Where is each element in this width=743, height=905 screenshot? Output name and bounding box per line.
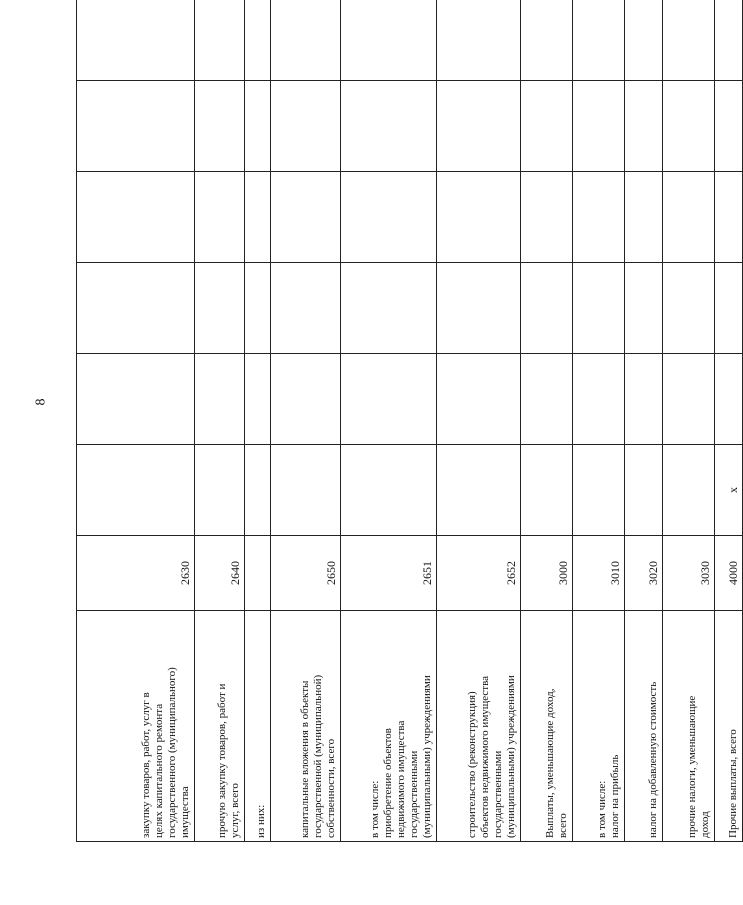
row-code-cell	[245, 536, 271, 611]
value-cell: x	[715, 445, 743, 536]
value-cell	[663, 263, 715, 354]
value-cell	[195, 172, 245, 263]
value-cell	[271, 263, 341, 354]
rotated-table-wrapper	[76, 46, 743, 842]
value-cell	[437, 263, 521, 354]
table-body	[77, 0, 743, 842]
value-cell	[195, 0, 245, 81]
row-code-cell: 2650	[271, 536, 341, 611]
row-name-cell	[341, 611, 437, 842]
row-name-cell	[625, 611, 663, 842]
value-cell	[195, 354, 245, 445]
row-name-cell	[195, 611, 245, 842]
value-cell	[341, 263, 437, 354]
row-name-line: услуг, всего	[229, 783, 241, 838]
row-name-cell	[521, 611, 573, 842]
row-name-cell	[437, 611, 521, 842]
value-cell	[573, 172, 625, 263]
row-name-cell	[77, 611, 195, 842]
row-name-line: в том числе:	[596, 780, 608, 838]
value-cell	[521, 263, 573, 354]
row-name-cell	[271, 611, 341, 842]
table-row	[625, 0, 663, 842]
value-cell	[245, 172, 271, 263]
value-cell	[437, 172, 521, 263]
value-cell	[625, 81, 663, 172]
row-name-line: из них:	[255, 804, 267, 838]
value-cell	[437, 81, 521, 172]
value-cell	[77, 0, 195, 81]
row-code-cell: 2640	[195, 536, 245, 611]
value-cell	[715, 172, 743, 263]
row-code-cell: 2630	[77, 536, 195, 611]
table-row	[437, 0, 521, 842]
row-name-line: капитальные вложения в объекты	[299, 680, 311, 838]
row-name-line: прочую закупку товаров, работ и	[216, 683, 228, 838]
value-cell	[625, 445, 663, 536]
row-name-line: имущества	[179, 786, 191, 838]
row-name-line: в том числе:	[369, 780, 381, 838]
row-name-line: недвижимого имущества	[395, 720, 407, 838]
row-name-line: собственности, всего	[325, 738, 337, 838]
value-cell	[271, 0, 341, 81]
value-cell	[663, 445, 715, 536]
row-name-line: объектов недвижимого имущества	[479, 675, 491, 838]
value-cell	[195, 81, 245, 172]
value-cell	[437, 354, 521, 445]
row-code-cell: 3000	[521, 536, 573, 611]
row-name-line: налог на прибыль	[609, 754, 621, 838]
row-name-cell	[715, 611, 743, 842]
row-name-line: Выплаты, уменьшающие доход,	[544, 688, 556, 838]
value-cell	[663, 354, 715, 445]
value-cell	[521, 445, 573, 536]
row-name-line: доход	[699, 811, 711, 838]
value-cell	[573, 354, 625, 445]
value-cell	[437, 0, 521, 81]
row-name-line: государственного (муниципального)	[166, 667, 178, 838]
row-code-cell: 2652	[437, 536, 521, 611]
value-cell	[77, 445, 195, 536]
value-cell	[245, 0, 271, 81]
value-cell	[245, 263, 271, 354]
value-cell	[625, 172, 663, 263]
value-cell	[245, 445, 271, 536]
budget-table	[76, 0, 743, 842]
row-name-line: всего	[557, 813, 569, 838]
value-cell	[625, 354, 663, 445]
row-name-cell	[573, 611, 625, 842]
value-cell	[573, 445, 625, 536]
value-cell	[663, 0, 715, 81]
value-cell	[521, 81, 573, 172]
value-cell	[715, 263, 743, 354]
table-row	[271, 0, 341, 842]
table-row	[245, 0, 271, 842]
row-name-line: целях капитального ремонта	[153, 703, 165, 838]
table-row	[195, 0, 245, 842]
value-cell	[625, 263, 663, 354]
value-cell	[715, 0, 743, 81]
value-cell	[245, 81, 271, 172]
table-row	[663, 0, 715, 842]
value-cell	[195, 445, 245, 536]
value-cell	[573, 81, 625, 172]
value-cell	[573, 263, 625, 354]
value-cell	[341, 354, 437, 445]
value-cell	[663, 172, 715, 263]
table-row	[341, 0, 437, 842]
value-cell	[521, 0, 573, 81]
value-cell	[77, 263, 195, 354]
value-cell	[715, 81, 743, 172]
value-cell	[271, 354, 341, 445]
value-cell	[715, 354, 743, 445]
table-row	[521, 0, 573, 842]
value-cell	[77, 81, 195, 172]
value-cell	[341, 0, 437, 81]
row-code-cell: 3020	[625, 536, 663, 611]
value-cell	[521, 354, 573, 445]
row-name-line: (муниципальными) учреждениями	[421, 675, 433, 838]
row-name-line: государственной (муниципальной)	[312, 674, 324, 838]
row-name-line: государственными	[492, 750, 504, 838]
row-code-cell: 4000	[715, 536, 743, 611]
page-number: 8	[33, 398, 49, 406]
value-cell	[341, 445, 437, 536]
value-cell	[195, 263, 245, 354]
value-cell	[271, 172, 341, 263]
row-name-line: закупку товаров, работ, услуг в	[140, 692, 152, 838]
table-row	[573, 0, 625, 842]
value-cell	[77, 172, 195, 263]
row-name-line: налог на добавленную стоимость	[647, 681, 659, 838]
row-name-line: Прочие выплаты, всего	[727, 729, 739, 838]
value-cell	[341, 81, 437, 172]
row-code-cell: 2651	[341, 536, 437, 611]
value-cell	[271, 445, 341, 536]
value-cell	[521, 172, 573, 263]
row-code-cell: 3010	[573, 536, 625, 611]
table-row	[715, 0, 743, 842]
row-name-line: государственными	[408, 750, 420, 838]
row-name-line: прочие налоги, уменьшающие	[686, 695, 698, 838]
value-cell	[437, 445, 521, 536]
value-cell	[245, 354, 271, 445]
row-code-cell: 3030	[663, 536, 715, 611]
value-cell	[341, 172, 437, 263]
row-name-cell	[245, 611, 271, 842]
row-name-line: строительство (реконструкция)	[466, 691, 478, 838]
value-cell	[77, 354, 195, 445]
value-cell	[663, 81, 715, 172]
row-name-line: приобретение объектов	[382, 728, 394, 838]
row-name-line: (муниципальными) учреждениями	[505, 675, 517, 838]
value-cell	[573, 0, 625, 81]
value-cell	[271, 81, 341, 172]
row-name-cell	[663, 611, 715, 842]
table-row	[77, 0, 195, 842]
value-cell	[625, 0, 663, 81]
